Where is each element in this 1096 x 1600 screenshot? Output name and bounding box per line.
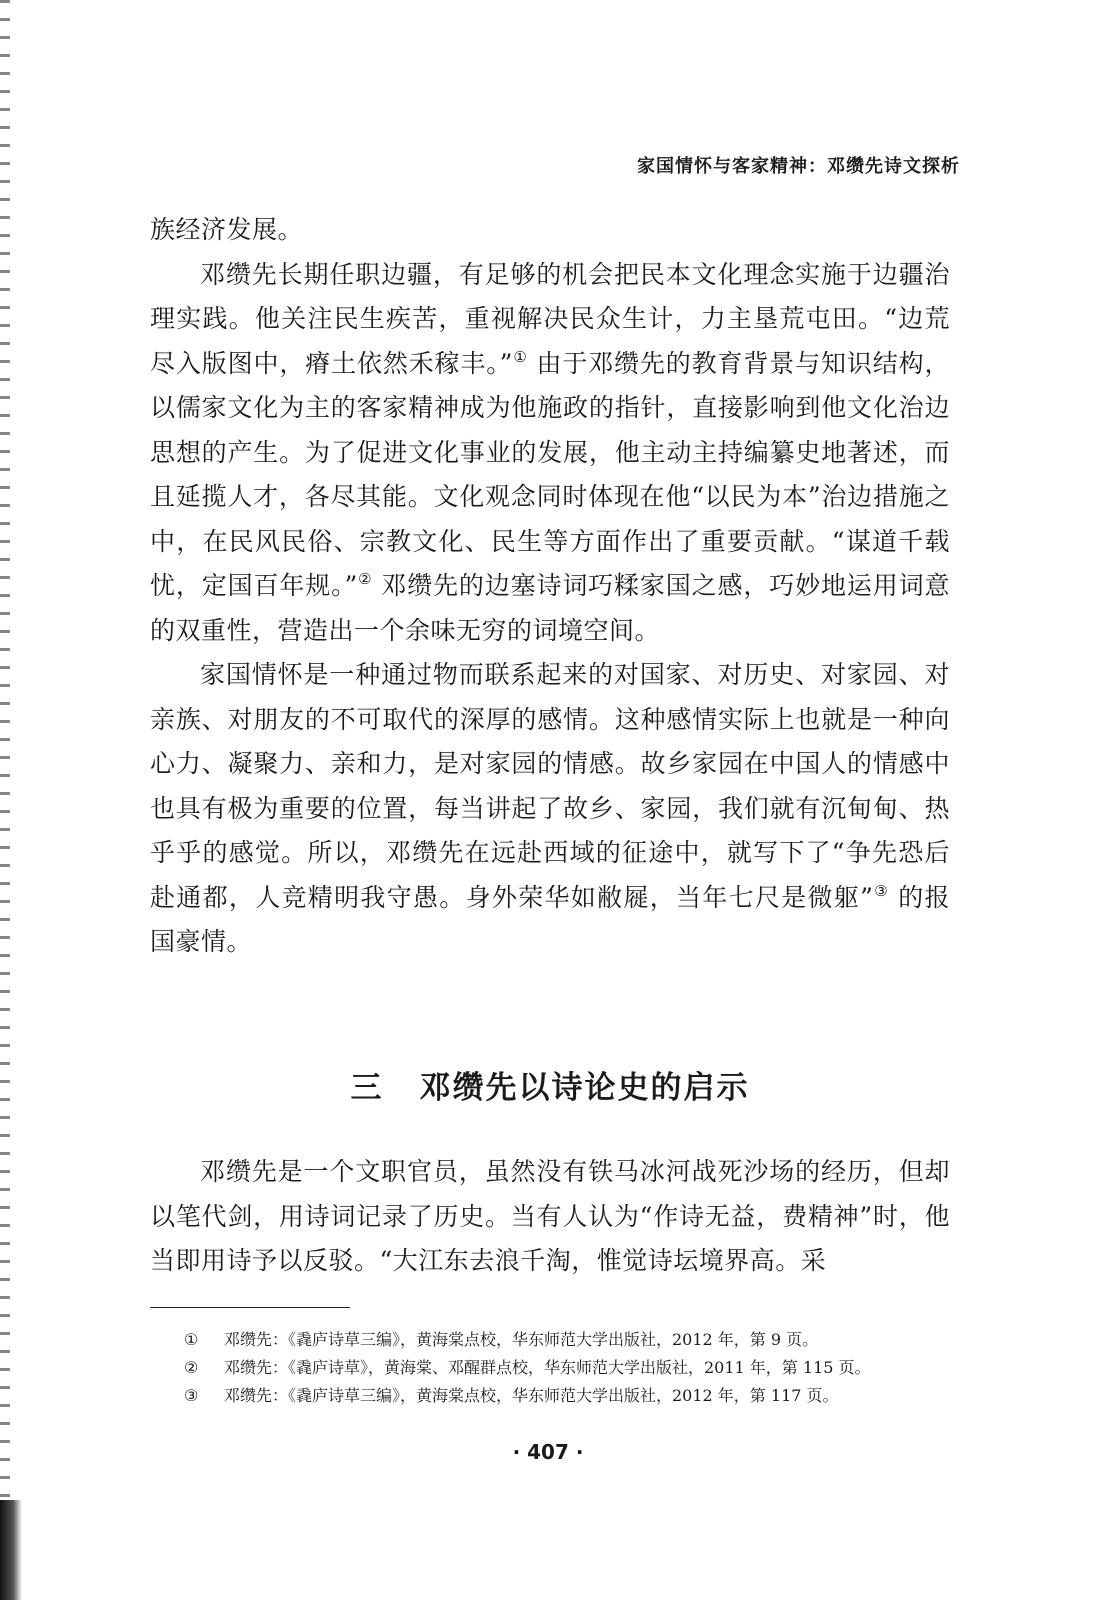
footnote-mark: ② (184, 1358, 199, 1377)
paragraph-1: 族经济发展。 (150, 215, 304, 244)
page-number: · 407 · (512, 1440, 584, 1464)
footnote-2 (150, 1354, 970, 1382)
footnote-text: 邓缵先：《毳庐诗草三编》，黄海棠点校，华东师范大学出版社，2012 年，第 9 页。 (224, 1330, 819, 1349)
footnote-1 (150, 1326, 970, 1354)
scan-edge-marks (0, 0, 10, 1600)
running-head: 家国情怀与客家精神：邓缵先诗文探析 (637, 156, 960, 177)
paragraph-3: 家国情怀是一种通过物而联系起来的对国家、对历史、对家园、对亲族、对朋友的不可取代的深厚的感情。这种感情实际上也就是一种向心力、凝聚力、亲和力，是对家园的情感。故乡家园在中国人的情感中也具有极为重要的位置，每当讲起了故乡、家园，我们就有沉甸甸、热乎乎的感觉。所以，邓缵先在远赴西域的征途中，就写下了“争先恐后赴通都，人竞精明我守愚。身外荣华如敝屣，当年七尺是微躯”③ 的报国豪情。 (150, 660, 950, 956)
section-title: 邓缵先以诗论史的启示 (419, 1070, 750, 1106)
section-number: 三 (350, 1070, 384, 1106)
scan-edge-shadow (0, 1500, 22, 1600)
footnote-ref: ② (357, 570, 373, 588)
footnote-mark: ③ (184, 1386, 199, 1405)
section-paragraph: 邓缵先是一个文职官员，虽然没有铁马冰河战死沙场的经历，但却以笔代剑，用诗词记录了历史。当有人认为“作诗无益，费精神”时，他当即用诗予以反驳。“大江东去浪千淘，惟觉诗坛境界高。采 (150, 1157, 950, 1275)
paragraph-2: 邓缵先长期任职边疆，有足够的机会把民本文化理念实施于边疆治理实践。他关注民生疾苦，重视解决民众生计，力主垦荒屯田。“边荒尽入版图中，瘠土依然禾稼丰。”① 由于邓缵先的教育背景与知识结构，以儒家文化为主的客家精神成为他施政的指针，直接影响到他文化治边思想的产生。为了促进文化事业的发展，他主动主持编纂史地著述，而且延揽人才，各尽其能。文化观念同时体现在他“以民为本”治边措施之中，在民风民俗、宗教文化、民生等方面作出了重要贡献。“谋道千载忧，定国百年规。”② 邓缵先的边塞诗词巧糅家国之感，巧妙地运用词意的双重性，营造出一个余味无穷的词境空间。 (150, 259, 950, 645)
footnote-text: 邓缵先：《毳庐诗草》，黄海棠、邓醒群点校，华东师范大学出版社，2011 年，第 115 页。 (224, 1358, 871, 1377)
footnote-mark: ① (184, 1330, 199, 1349)
footnote-3 (150, 1382, 970, 1410)
footnote-ref: ① (512, 347, 528, 366)
section-body (150, 1150, 950, 1284)
section-heading (150, 1062, 950, 1107)
footnote-rule (150, 1307, 350, 1308)
footnotes (150, 1326, 970, 1410)
footnote-text: 邓缵先：《毳庐诗草三编》，黄海棠点校，华东师范大学出版社，2012 年，第 117 页。 (224, 1386, 839, 1405)
body-text (150, 208, 950, 965)
footnote-ref: ③ (873, 881, 889, 900)
